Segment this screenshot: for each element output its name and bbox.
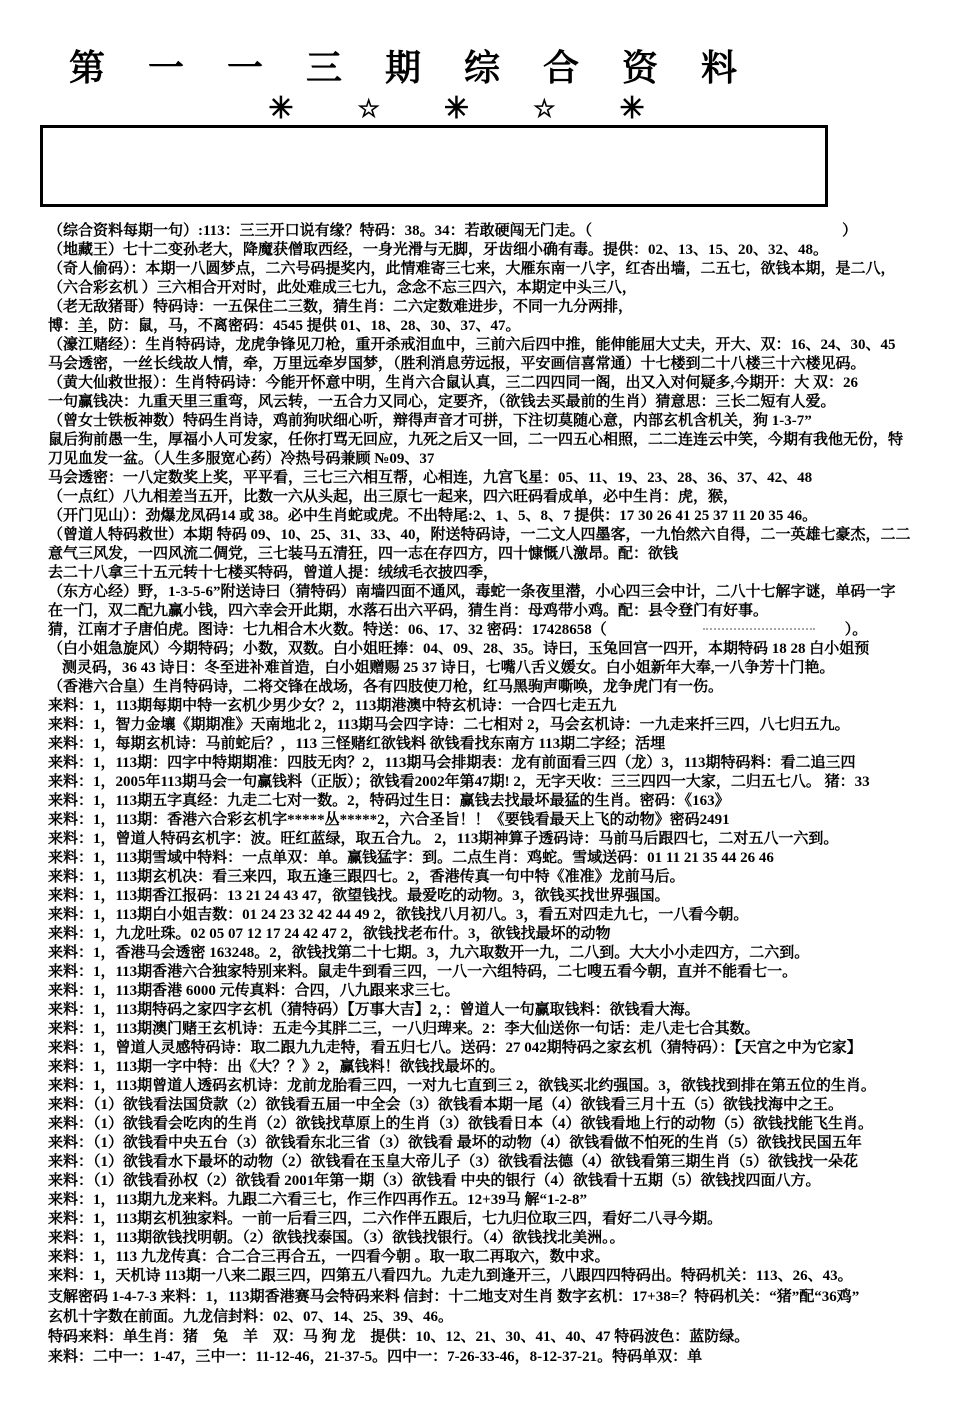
text-line: 来料：1，113期一字中特：出《大？？》2，赢钱料！欲钱找最坏的。 xyxy=(48,1059,505,1075)
text-segment: 猜，江南才子唐伯虎。图诗：七九相合木火数。特送：06、17、32 密码：17428658（ xyxy=(48,622,607,638)
filled-star-icon: ✳ xyxy=(268,92,294,125)
text-segment: ） xyxy=(842,223,858,239)
text-line: 来料：1，九龙吐珠。02 05 07 12 17 24 42 47 2，欲钱找老布什。3，欲钱找最坏的动物 xyxy=(48,926,611,942)
text-line: 来料：1，113期特码之家四字玄机（猜特码）【万事大吉】2，：曾道人一句赢取钱料：欲钱看大海。 xyxy=(48,1002,700,1018)
text-line: （六合彩玄机 ）三六相合开对时，此处难成三七九，念念不忘三四六，本期定中头三八， xyxy=(48,280,637,296)
filled-star-icon: ✳ xyxy=(443,92,470,125)
document-body xyxy=(0,222,973,1367)
text-line: 来料：1，113期澳门赌王玄机诗：五走今其胖二三，一八归琕来。2：李大仙送你一句话：走八走七合其数。 xyxy=(48,1021,760,1037)
text-line: 玄机十字数在前面。九龙信封料：02、07、14、25、39、46。 xyxy=(48,1309,454,1325)
text-line: 来料：1，2005年113期马会一句赢钱料（正版）；欲钱看2002年第47期! 2，无字天收：三三四四一大家，二归五七八。 猪：33 xyxy=(48,774,870,790)
text-line: 在一门，双二配九赢小钱，四六幸会开此期，水落石出六平码，猜生肖：母鸡带小鸡。配：县令登门有好事。 xyxy=(48,603,769,619)
text-line: 来料：1，智力金壤《期期准》天南地北 2，113期马会四字诗：二七相对 2，马会玄机诗：一九走来扦三四，八七归五九。 xyxy=(48,717,850,733)
text-line: 来料：1，113期欲钱找明朝。（2）欲钱找泰国。（3）欲钱找银行。（4）欲钱找北美洲。。 xyxy=(48,1230,625,1246)
page-title: 第 一 一 三 期 综 合 资 料 xyxy=(68,48,754,88)
text-segment: ，防：鼠，马，不离密码：4545 提供 01、18、28、30、37、47。 xyxy=(93,318,521,334)
text-line: （濠江赌经）：生肖特码诗，龙虎争锋见刀枪，重开杀戒泪血中，三前六后四中推，能伸能屈大丈夫，开大、双：16、24、30、45 xyxy=(48,337,896,353)
text-line: 来料：1，113期雪域中特料：一点单双：单。赢钱猛字：到。二点生肖：鸡蛇。雪域送码：01 11 21 35 44 26 46 xyxy=(48,850,774,866)
text-line: 来料：1，113期曾道人透码玄机诗：龙前龙胎看三四，一对九七直到三 2，欲钱买北约强国。3，欲钱找到排在第五位的生肖。 xyxy=(48,1078,876,1094)
text-line: 来料：1，113期玄机独家料。一前一后看三四，二六作伴五跟后，七九归位取三四，看好二八寻今期。 xyxy=(48,1211,723,1227)
text-line xyxy=(48,317,963,336)
outline-star-icon: ☆ xyxy=(357,95,380,123)
filled-star-icon: ✳ xyxy=(619,92,645,125)
text-line: （一点红）八九相差当五开，比数一六从头起，出三原七一起来，四六旺码看成单，必中生肖：虎，猴， xyxy=(48,489,739,505)
text-line: （黄大仙救世报）：生肖特码诗：今能开怀意中明，生肖六合鼠认真，三二四四同一阁，出又入对何疑多,今期开：大 双：26 xyxy=(48,375,859,391)
text-line: 来料：（1）欲钱看中央五台（3）欲钱看东北三省（3）欲钱看 最坏的动物（4）欲钱看做不怕死的生肖（5）欲钱找民国五年 xyxy=(48,1135,862,1151)
outline-star-icon: ☆ xyxy=(533,95,556,123)
faint-erased-mark xyxy=(703,628,815,630)
text-line: 刀见血发一盆。（人生多服宽心药）冷热号码兼顾 №09、37 xyxy=(48,451,435,467)
text-line: 鼠后狗前愚一生，厚福小人可发家，任你打骂无回应，九死之后又一回，二一四五心相照，二二连连云中笑，今期有我他无份，特 xyxy=(48,432,904,448)
text-line: （香港六合皇）生肖特码诗，二将交锋在战场，各有四肢使刀枪，红马黑驹声嘶唤，龙争虎门有一伤。 xyxy=(48,679,724,695)
text-line xyxy=(48,222,963,241)
text-line: 来料：1，天机诗 113期一八来二跟三四，四第五八看四九。九走九到逢开三，八跟四四特码出。特码机关：113、26、43。 xyxy=(48,1268,853,1284)
text-line: 去二十八拿三十五元转十七楼买特码，曾道人提：绒绒毛衣披四季， xyxy=(48,565,499,581)
text-line: 来料：二中一：1-47，三中一：11-12-46，21-37-5。四中一：7-26-33-46，8-12-37-21。特码单双：单 xyxy=(48,1349,703,1365)
text-line: 来料：1，113期香港 6000 元传真料：合四，八九跟来求三七。 xyxy=(48,983,460,999)
text-segment: 羊 xyxy=(78,318,94,334)
text-segment: 博： xyxy=(48,318,79,334)
text-line: 来料：1，113期：四字中特期期准：四肢无肉？2，113期马会排期表：龙有前面看三四（龙）3，113期特码料：看二追三四 xyxy=(48,755,856,771)
text-line: 特码来料：单生肖：猪 兔 羊 双：马 狗 龙 提供：10、12、21、30、41、40、47 特码波色：蓝防绿。 xyxy=(48,1329,750,1345)
text-line: （开门见山）：劲爆龙凤码14 或 38。必中生肖蛇或虎。不出特尾:2、1、5、8、7 提供：17 30 26 41 25 37 11 20 35 46。 xyxy=(48,508,818,524)
text-line: 马会透密，一丝长线故人情，牵，万里远牵岁国梦，（胜利消息劳远报，平安画信喜常通）十七楼到二十八楼三十六楼见码。 xyxy=(48,356,866,372)
text-line: 马会透密：一八定数奖上奖，平平看，三七三六相互帮，心相连，九宫飞星：05、11、19、23、28、36、37、42、48 xyxy=(48,470,813,486)
text-line: 测灵码，36 43 诗日：冬至进补难首造，白小姐赠赐 25 37 诗日，七嘴八舌义媛女。白小姐新年大奉,一八争芳十门艳。 xyxy=(62,660,835,676)
text-line: 来料：1，曾道人灵感特码诗：取二跟九九走特，看五归七八。送码：27 042期特码之家玄机（猜特码）：【天宫之中为它家】 xyxy=(48,1040,862,1056)
text-segment: ）。 xyxy=(844,622,868,638)
document-page xyxy=(0,40,973,1428)
text-line: 意气三风发，一四风流二倜党，三七装马五清狂，四一志在存四方，四十慷慨八激昂。配：欲钱 xyxy=(48,546,679,562)
text-line: 来料：1，113期白小姐吉数：01 24 23 32 42 44 49 2，欲钱找八月初八。3，看五对四走九七，一八看今朝。 xyxy=(48,907,749,923)
decor-stars xyxy=(0,93,913,125)
text-line: （奇人偷码）：本期一八圆梦点，二六号码提奖内，此情难寄三七来，大雁东南一八字，红杏出墙，二五七，欲钱本期，是二八， xyxy=(48,261,896,277)
text-line: （曾女士铁板神数）特码生肖诗，鸡前狗吠细心听，辩得声音才可拼，下注切莫随心意，内部玄机含机关，狗 1-3-7” xyxy=(48,413,812,429)
text-line: （白小姐急旋风）今期特码；小数，双数。白小姐旺捧：04、09、28、35。诗曰，玉兔回宫一四开，本期特码 18 28 白小姐预 xyxy=(48,641,870,657)
text-line: 来料：1，113期九龙来料。九跟二六看三七，作三作四再作五。12+39马 解“1-2-8” xyxy=(48,1192,587,1208)
text-line: 来料：1，113 九龙传真：合二合三再合五，一四看今朝 。取一取二再取六，数中求。 xyxy=(48,1249,610,1265)
text-line: 来料：1，113期每期中特一玄机少男少女？2，113期港澳中特玄机诗：一合四七走五九 xyxy=(48,698,617,714)
text-line: 来料：（1）欲钱看水下最坏的动物（2）欲钱看在玉皇大帝儿子（3）欲钱看法德（4）欲钱看第三期生肖（5）欲钱找一朵花 xyxy=(48,1154,859,1170)
text-line: （地藏王）七十二变孙老大，降魔获僧取西经，一身光滑与无脚，牙齿细小确有毒。提供：02、13、15、20、32、48。 xyxy=(48,242,829,258)
text-line: 来料：1，113期：香港六合彩玄机字*****丛*****2，六合圣旨！！《要钱看最天上飞的动物》密码2491 xyxy=(48,812,730,828)
text-line: （曾道人特码救世）本期 特码 09、10、25、31、33、40，附送特码诗，一二文人四墨客，一九怡然六自得，二一英雄七豪杰，二二 xyxy=(48,527,911,543)
text-segment: （综合资料每期一句）:113：三三开口说有缘？特码：38。34：若敢硬闯无门走。（ xyxy=(48,223,593,239)
text-line: 来料：1，113期玄机决：看三来四，取五逢三跟四七。2，香港传真一句中特《准准》龙前马后。 xyxy=(48,869,685,885)
text-line: （东方心经）野，1-3-5-6”附送诗曰（猜特码）南墙四面不通风，毒蛇一条夜里潜，小心四三会中计，二八十七解字谜，单码一字 xyxy=(48,584,896,600)
text-line: （老无敌猪哥）特码诗：一五保住二三数，猜生肖：二六定数难进步，不同一九分两排， xyxy=(48,299,634,315)
text-line: 来料：1，113期香江报码：13 21 24 43 47，欲望钱找。最爱吃的动物。3，欲钱买找世界强国。 xyxy=(48,888,670,904)
text-line: 一句赢钱决：九重天里三重弯，风云转，一五合力又同心，定要齐，（欲钱去买最前的生肖）猜意思：三长二短有人爱。 xyxy=(48,394,836,410)
text-line: 来料：1，113期五字真经：九走二七对一数。2，特码过生日：赢钱去找最坏最猛的生肖。密码：《163》 xyxy=(48,793,730,809)
text-line: 支解密码 1-4-7-3 来料：1，113期香港赛马会特码来料 信封：十二地支对生肖 数字玄机：17+38=？特码机关：“猪”配“36鸡” xyxy=(48,1289,860,1305)
text-line: 来料：（1）欲钱看孙权（2）欲钱看 2001年第一期（3）欲钱看 中央的银行（4）欲钱看十五期（5）欲钱找四面八方。 xyxy=(48,1173,821,1189)
text-line: 来料：1，113期香港六合独家特别来料。鼠走牛到看三四，一八一六组特码，二七嗖五看今朝，直并不能看七一。 xyxy=(48,964,798,980)
text-line: 来料：1，香港马会透密 163248。2，欲钱找第二十七期。3，九六取数开一九，二八到。大大小小走四方，二六到。 xyxy=(48,945,810,961)
text-line: 来料：1，曾道人特码玄机字：波。旺红蓝绿，取五合九。 2，113期神算子透码诗：马前马后跟四七，二对五八一六到。 xyxy=(48,831,839,847)
text-line xyxy=(48,621,963,640)
text-line: 来料：1，每期玄机诗：马前蛇后？，113 三怪赌红欲钱料 欲钱看找东南方 113期二字经；活埋 xyxy=(48,736,666,752)
text-line: 来料：（1）欲钱看会吃肉的生肖（2）欲钱找草原上的生肖（3）欲钱看日本（4）欲钱看地上行的动物（5）欲钱找能飞生肖。 xyxy=(48,1116,874,1132)
handwritten-notes-box xyxy=(40,125,828,207)
text-line: 来料：（1）欲钱看法国贷款（2）欲钱看五届一中全会（3）欲钱看本期一尾（4）欲钱看三月十五（5）欲钱找海中之王。 xyxy=(48,1097,844,1113)
